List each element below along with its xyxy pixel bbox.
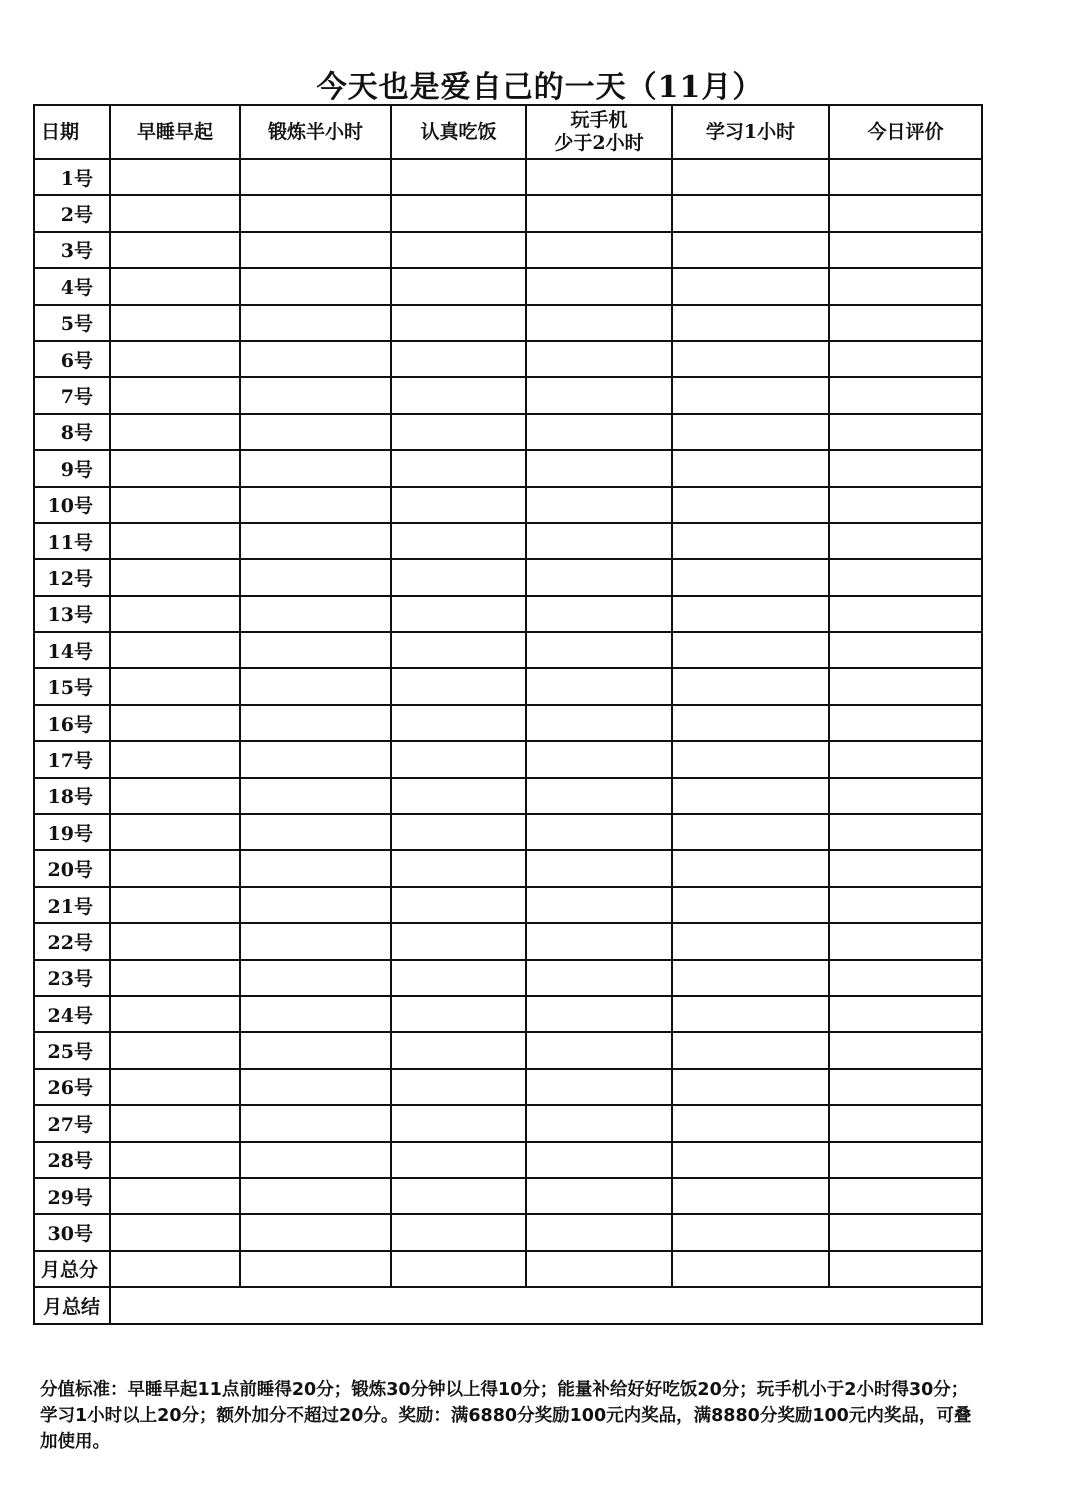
entry-cell[interactable]: [829, 887, 982, 923]
table-row: [34, 1142, 982, 1178]
day-label: 18号: [34, 778, 110, 814]
entry-cell[interactable]: [829, 559, 982, 595]
entry-cell[interactable]: [526, 996, 672, 1032]
entry-cell[interactable]: [672, 741, 829, 777]
entry-cell[interactable]: [240, 705, 391, 741]
entry-cell[interactable]: [526, 414, 672, 450]
entry-cell[interactable]: [110, 741, 240, 777]
day-label: 2号: [34, 195, 110, 231]
table-row: [34, 305, 982, 341]
entry-cell[interactable]: [110, 450, 240, 486]
table-row: [34, 523, 982, 559]
notes-text: 早睡早起11点前睡得20分；锻炼30分钟以上得10分；能量补给好好吃饭20分；玩手机小于2小时得30分；学习1小时以上20分；额外加分不超过20分。奖励：满6880分奖励100元内奖品，满8880分奖励100元内奖品，可叠加使用。: [40, 1380, 972, 1452]
entry-cell[interactable]: [672, 1069, 829, 1105]
entry-cell[interactable]: [240, 1105, 391, 1141]
monthly-summary-row: [34, 1287, 982, 1323]
entry-cell[interactable]: [526, 778, 672, 814]
header-date: 日期: [34, 105, 110, 159]
entry-cell[interactable]: [110, 705, 240, 741]
entry-cell[interactable]: [829, 450, 982, 486]
table-row: [34, 814, 982, 850]
entry-cell[interactable]: [240, 668, 391, 704]
entry-cell[interactable]: [240, 887, 391, 923]
entry-cell[interactable]: [240, 996, 391, 1032]
entry-cell[interactable]: [240, 195, 391, 231]
day-label: 3号: [34, 232, 110, 268]
entry-cell[interactable]: [672, 1142, 829, 1178]
entry-cell[interactable]: [829, 596, 982, 632]
monthly-total-cell[interactable]: [110, 1251, 240, 1287]
entry-cell[interactable]: [526, 450, 672, 486]
day-label: 20号: [34, 850, 110, 886]
entry-cell[interactable]: [526, 523, 672, 559]
entry-cell[interactable]: [240, 559, 391, 595]
entry-cell[interactable]: [110, 1178, 240, 1214]
table-row: [34, 450, 982, 486]
header-exercise: 锻炼半小时: [240, 105, 391, 159]
entry-cell[interactable]: [391, 1069, 526, 1105]
day-label: 13号: [34, 596, 110, 632]
entry-cell[interactable]: [391, 960, 526, 996]
entry-cell[interactable]: [829, 741, 982, 777]
tracker-body: [34, 159, 982, 1324]
table-row: [34, 377, 982, 413]
entry-cell[interactable]: [240, 341, 391, 377]
day-label: 9号: [34, 450, 110, 486]
table-row: [34, 159, 982, 195]
monthly-total-cell[interactable]: [672, 1251, 829, 1287]
entry-cell[interactable]: [110, 232, 240, 268]
entry-cell[interactable]: [526, 1069, 672, 1105]
entry-cell[interactable]: [391, 195, 526, 231]
entry-cell[interactable]: [391, 996, 526, 1032]
monthly-total-cell[interactable]: [526, 1251, 672, 1287]
entry-cell[interactable]: [672, 814, 829, 850]
entry-cell[interactable]: [110, 668, 240, 704]
entry-cell[interactable]: [526, 632, 672, 668]
entry-cell[interactable]: [526, 1178, 672, 1214]
table-row: [34, 414, 982, 450]
table-row: [34, 960, 982, 996]
entry-cell[interactable]: [672, 195, 829, 231]
entry-cell[interactable]: [240, 232, 391, 268]
entry-cell[interactable]: [829, 1069, 982, 1105]
entry-cell[interactable]: [110, 159, 240, 195]
day-label: 24号: [34, 996, 110, 1032]
entry-cell[interactable]: [526, 887, 672, 923]
entry-cell[interactable]: [240, 450, 391, 486]
entry-cell[interactable]: [391, 923, 526, 959]
table-row: [34, 1214, 982, 1250]
entry-cell[interactable]: [391, 159, 526, 195]
entry-cell[interactable]: [110, 814, 240, 850]
entry-cell[interactable]: [672, 559, 829, 595]
entry-cell[interactable]: [110, 523, 240, 559]
entry-cell[interactable]: [672, 414, 829, 450]
entry-cell[interactable]: [829, 814, 982, 850]
monthly-summary-label: 月总结: [34, 1287, 110, 1323]
entry-cell[interactable]: [829, 523, 982, 559]
day-label: 25号: [34, 1032, 110, 1068]
day-label: 27号: [34, 1105, 110, 1141]
day-label: 14号: [34, 632, 110, 668]
entry-cell[interactable]: [526, 195, 672, 231]
entry-cell[interactable]: [110, 1032, 240, 1068]
entry-cell[interactable]: [672, 1178, 829, 1214]
entry-cell[interactable]: [526, 1105, 672, 1141]
entry-cell[interactable]: [391, 1142, 526, 1178]
day-label: 23号: [34, 960, 110, 996]
table-row: [34, 1069, 982, 1105]
monthly-total-label: 月总分: [34, 1251, 110, 1287]
entry-cell[interactable]: [526, 305, 672, 341]
entry-cell[interactable]: [391, 305, 526, 341]
entry-cell[interactable]: [391, 414, 526, 450]
entry-cell[interactable]: [391, 268, 526, 304]
table-row: [34, 559, 982, 595]
entry-cell[interactable]: [672, 523, 829, 559]
entry-cell[interactable]: [829, 705, 982, 741]
entry-cell[interactable]: [672, 632, 829, 668]
entry-cell[interactable]: [829, 1214, 982, 1250]
entry-cell[interactable]: [829, 778, 982, 814]
entry-cell[interactable]: [391, 1105, 526, 1141]
table-row: [34, 887, 982, 923]
entry-cell[interactable]: [240, 632, 391, 668]
entry-cell[interactable]: [672, 232, 829, 268]
entry-cell[interactable]: [672, 487, 829, 523]
entry-cell[interactable]: [526, 814, 672, 850]
entry-cell[interactable]: [526, 596, 672, 632]
header-phone-line2: 少于2小时: [554, 132, 644, 154]
day-label: 28号: [34, 1142, 110, 1178]
entry-cell[interactable]: [672, 778, 829, 814]
header-phone-line1: 玩手机: [570, 109, 628, 131]
day-label: 1号: [34, 159, 110, 195]
entry-cell[interactable]: [240, 377, 391, 413]
habit-tracker-table: [33, 104, 983, 1325]
entry-cell[interactable]: [829, 1032, 982, 1068]
entry-cell[interactable]: [110, 341, 240, 377]
entry-cell[interactable]: [110, 1214, 240, 1250]
day-label: 11号: [34, 523, 110, 559]
entry-cell[interactable]: [672, 377, 829, 413]
entry-cell[interactable]: [391, 559, 526, 595]
entry-cell[interactable]: [240, 596, 391, 632]
table-row: [34, 741, 982, 777]
entry-cell[interactable]: [391, 778, 526, 814]
entry-cell[interactable]: [391, 450, 526, 486]
table-row: [34, 632, 982, 668]
header-row: [34, 105, 982, 159]
day-label: 19号: [34, 814, 110, 850]
entry-cell[interactable]: [391, 632, 526, 668]
entry-cell[interactable]: [391, 341, 526, 377]
entry-cell[interactable]: [526, 1142, 672, 1178]
table-row: [34, 268, 982, 304]
monthly-total-cell[interactable]: [240, 1251, 391, 1287]
day-label: 26号: [34, 1069, 110, 1105]
table-row: [34, 1178, 982, 1214]
entry-cell[interactable]: [110, 1142, 240, 1178]
entry-cell[interactable]: [240, 1214, 391, 1250]
entry-cell[interactable]: [110, 559, 240, 595]
page-title: 今天也是爱自己的一天（11月）: [316, 70, 764, 105]
entry-cell[interactable]: [526, 960, 672, 996]
entry-cell[interactable]: [110, 596, 240, 632]
entry-cell[interactable]: [526, 741, 672, 777]
entry-cell[interactable]: [240, 741, 391, 777]
entry-cell[interactable]: [829, 1105, 982, 1141]
entry-cell[interactable]: [829, 923, 982, 959]
entry-cell[interactable]: [672, 887, 829, 923]
entry-cell[interactable]: [672, 596, 829, 632]
entry-cell[interactable]: [240, 850, 391, 886]
entry-cell[interactable]: [829, 487, 982, 523]
entry-cell[interactable]: [672, 1032, 829, 1068]
entry-cell[interactable]: [110, 887, 240, 923]
entry-cell[interactable]: [240, 1178, 391, 1214]
scoring-notes: [40, 1377, 980, 1455]
day-label: 7号: [34, 377, 110, 413]
day-label: 15号: [34, 668, 110, 704]
day-label: 30号: [34, 1214, 110, 1250]
table-row: [34, 668, 982, 704]
header-daily-review: 今日评价: [829, 105, 982, 159]
entry-cell[interactable]: [110, 1105, 240, 1141]
entry-cell[interactable]: [391, 668, 526, 704]
entry-cell[interactable]: [240, 159, 391, 195]
entry-cell[interactable]: [672, 705, 829, 741]
entry-cell[interactable]: [110, 632, 240, 668]
entry-cell[interactable]: [829, 850, 982, 886]
entry-cell[interactable]: [110, 1069, 240, 1105]
entry-cell[interactable]: [391, 232, 526, 268]
entry-cell[interactable]: [391, 741, 526, 777]
entry-cell[interactable]: [829, 668, 982, 704]
table-row: [34, 778, 982, 814]
entry-cell[interactable]: [672, 850, 829, 886]
entry-cell[interactable]: [391, 523, 526, 559]
entry-cell[interactable]: [240, 814, 391, 850]
entry-cell[interactable]: [110, 487, 240, 523]
header-phone: [526, 105, 672, 159]
entry-cell[interactable]: [110, 195, 240, 231]
entry-cell[interactable]: [526, 559, 672, 595]
entry-cell[interactable]: [526, 850, 672, 886]
table-row: [34, 1032, 982, 1068]
table-row: [34, 341, 982, 377]
entry-cell[interactable]: [829, 377, 982, 413]
entry-cell[interactable]: [240, 923, 391, 959]
entry-cell[interactable]: [526, 159, 672, 195]
entry-cell[interactable]: [240, 268, 391, 304]
entry-cell[interactable]: [829, 414, 982, 450]
entry-cell[interactable]: [526, 487, 672, 523]
entry-cell[interactable]: [110, 996, 240, 1032]
entry-cell[interactable]: [526, 1214, 672, 1250]
entry-cell[interactable]: [391, 487, 526, 523]
day-label: 10号: [34, 487, 110, 523]
entry-cell[interactable]: [391, 850, 526, 886]
entry-cell[interactable]: [240, 414, 391, 450]
entry-cell[interactable]: [829, 1178, 982, 1214]
table-row: [34, 596, 982, 632]
day-label: 8号: [34, 414, 110, 450]
entry-cell[interactable]: [526, 668, 672, 704]
header-early-sleep: 早睡早起: [110, 105, 240, 159]
table-row: [34, 487, 982, 523]
entry-cell[interactable]: [672, 341, 829, 377]
entry-cell[interactable]: [391, 1178, 526, 1214]
entry-cell[interactable]: [110, 960, 240, 996]
entry-cell[interactable]: [526, 232, 672, 268]
entry-cell[interactable]: [526, 268, 672, 304]
entry-cell[interactable]: [110, 778, 240, 814]
entry-cell[interactable]: [110, 305, 240, 341]
entry-cell[interactable]: [110, 414, 240, 450]
entry-cell[interactable]: [240, 1069, 391, 1105]
entry-cell[interactable]: [240, 487, 391, 523]
entry-cell[interactable]: [829, 341, 982, 377]
entry-cell[interactable]: [391, 705, 526, 741]
entry-cell[interactable]: [240, 960, 391, 996]
entry-cell[interactable]: [829, 960, 982, 996]
entry-cell[interactable]: [526, 341, 672, 377]
table-row: [34, 232, 982, 268]
entry-cell[interactable]: [240, 523, 391, 559]
entry-cell[interactable]: [829, 632, 982, 668]
entry-cell[interactable]: [110, 850, 240, 886]
entry-cell[interactable]: [829, 159, 982, 195]
entry-cell[interactable]: [672, 159, 829, 195]
entry-cell[interactable]: [110, 377, 240, 413]
table-row: [34, 1105, 982, 1141]
entry-cell[interactable]: [391, 1032, 526, 1068]
entry-cell[interactable]: [526, 705, 672, 741]
monthly-total-row: [34, 1251, 982, 1287]
entry-cell[interactable]: [240, 1142, 391, 1178]
entry-cell[interactable]: [391, 887, 526, 923]
entry-cell[interactable]: [672, 668, 829, 704]
entry-cell[interactable]: [829, 195, 982, 231]
entry-cell[interactable]: [672, 960, 829, 996]
entry-cell[interactable]: [526, 377, 672, 413]
entry-cell[interactable]: [672, 1214, 829, 1250]
entry-cell[interactable]: [672, 996, 829, 1032]
table-row: [34, 996, 982, 1032]
entry-cell[interactable]: [391, 1214, 526, 1250]
day-label: 21号: [34, 887, 110, 923]
entry-cell[interactable]: [391, 596, 526, 632]
table-row: [34, 923, 982, 959]
entry-cell[interactable]: [829, 1142, 982, 1178]
day-label: 29号: [34, 1178, 110, 1214]
entry-cell[interactable]: [672, 268, 829, 304]
day-label: 16号: [34, 705, 110, 741]
entry-cell[interactable]: [829, 268, 982, 304]
entry-cell[interactable]: [672, 923, 829, 959]
entry-cell[interactable]: [240, 778, 391, 814]
entry-cell[interactable]: [240, 305, 391, 341]
table-row: [34, 195, 982, 231]
entry-cell[interactable]: [110, 268, 240, 304]
day-label: 4号: [34, 268, 110, 304]
day-label: 17号: [34, 741, 110, 777]
entry-cell[interactable]: [391, 377, 526, 413]
monthly-summary-cell[interactable]: [110, 1287, 982, 1323]
day-label: 12号: [34, 559, 110, 595]
monthly-total-cell[interactable]: [391, 1251, 526, 1287]
header-eat-well: 认真吃饭: [391, 105, 526, 159]
entry-cell[interactable]: [240, 1032, 391, 1068]
entry-cell[interactable]: [829, 232, 982, 268]
entry-cell[interactable]: [672, 305, 829, 341]
day-label: 6号: [34, 341, 110, 377]
day-label: 5号: [34, 305, 110, 341]
entry-cell[interactable]: [526, 923, 672, 959]
day-label: 22号: [34, 923, 110, 959]
table-row: [34, 705, 982, 741]
entry-cell[interactable]: [829, 305, 982, 341]
monthly-total-cell[interactable]: [829, 1251, 982, 1287]
entry-cell[interactable]: [110, 923, 240, 959]
entry-cell[interactable]: [672, 1105, 829, 1141]
entry-cell[interactable]: [391, 814, 526, 850]
table-row: [34, 850, 982, 886]
entry-cell[interactable]: [829, 996, 982, 1032]
entry-cell[interactable]: [526, 1032, 672, 1068]
entry-cell[interactable]: [672, 450, 829, 486]
notes-label: 分值标准：: [40, 1380, 128, 1400]
header-study: 学习1小时: [672, 105, 829, 159]
